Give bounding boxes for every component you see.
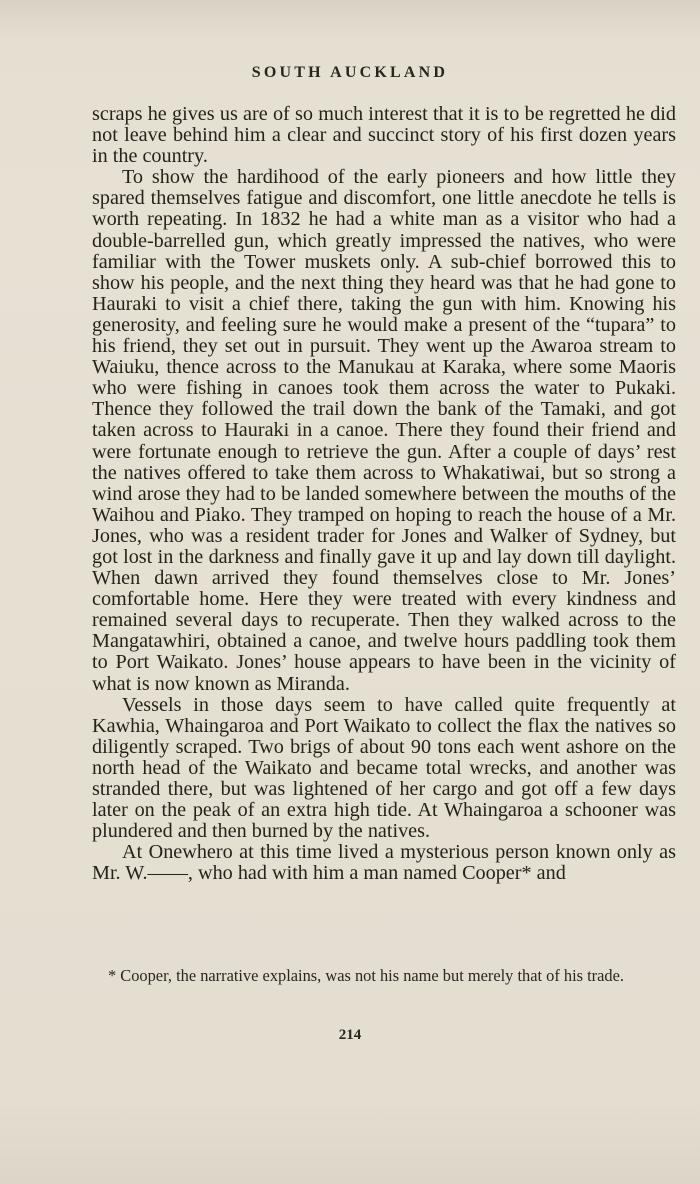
body-text xyxy=(92,104,676,884)
footnote: * Cooper, the narrative explains, was not his name but merely that of his trade. xyxy=(108,966,624,985)
running-head: SOUTH AUCKLAND xyxy=(251,64,449,81)
paragraph-1: scraps he gives us are of so much interest that it is to be regretted he did not leave behind him a clear and succinct story of his first dozen years in the country. xyxy=(92,103,676,168)
paragraph-3: Vessels in those days seem to have called quite frequently at Kawhia, Whaingaroa and Port Waikato to collect the flax the natives so diligently scraped. Two brigs of about 90 tons each went ashore on the north head of the Waikato and became total wrecks, and another was stranded there, but was lightened of her cargo and got off a few days later on the peak of an extra high tide. At Whaingaroa a schooner was plundered and then burned by the natives. xyxy=(92,693,676,843)
page-number: 214 xyxy=(338,1027,362,1043)
paragraph-2: To show the hardihood of the early pioneers and how little they spared themselves fatigue and discomfort, one little anecdote he tells is worth repeating. In 1832 he had a white man as a visitor who had a double-barrelled gun, which greatly impressed the natives, who were familiar with the Tower muskets only. A sub-chief borrowed this to show his people, and the next thing they heard was that he had gone to Hauraki to visit a chief there, taking the gun with him. Knowing his generosity, and feeling sure he would make a present of the “tupara” to his friend, they set out in pursuit. They went up the Awaroa stream to Waiuku, thence across to the Manukau at Karaka, where some Maoris who were fishing in canoes took them across the water to Pukaki. Thence they followed the trail down the bank of the Tamaki, and got taken across to Hauraki in a canoe. There they found their friend and were fortunate enough to retrieve the gun. After a couple of days’ rest the natives offered to take them across to Whakatiwai, but so strong a wind arose they had to be landed somewhere between the mouths of the Waihou and Piako. They tramped on hoping to reach the house of a Mr. Jones, who was a resident trader for Jones and Walker of Sydney, but got lost in the darkness and finally gave it up and lay down till daylight. When dawn arrived they found themselves close to Mr. Jones’ comfortable home. Here they were treated with every kindness and remained several days to recuperate. Then they walked across to the Mangatawhiri, obtained a canoe, and twelve hours paddling took them to Port Waikato. Jones’ house appears to have been in the vicinity of what is now known as Miranda. xyxy=(92,166,676,695)
paragraph-4: At Onewhero at this time lived a mysterious person known only as Mr. W.——, who had with him a man named Cooper* and xyxy=(92,841,676,885)
